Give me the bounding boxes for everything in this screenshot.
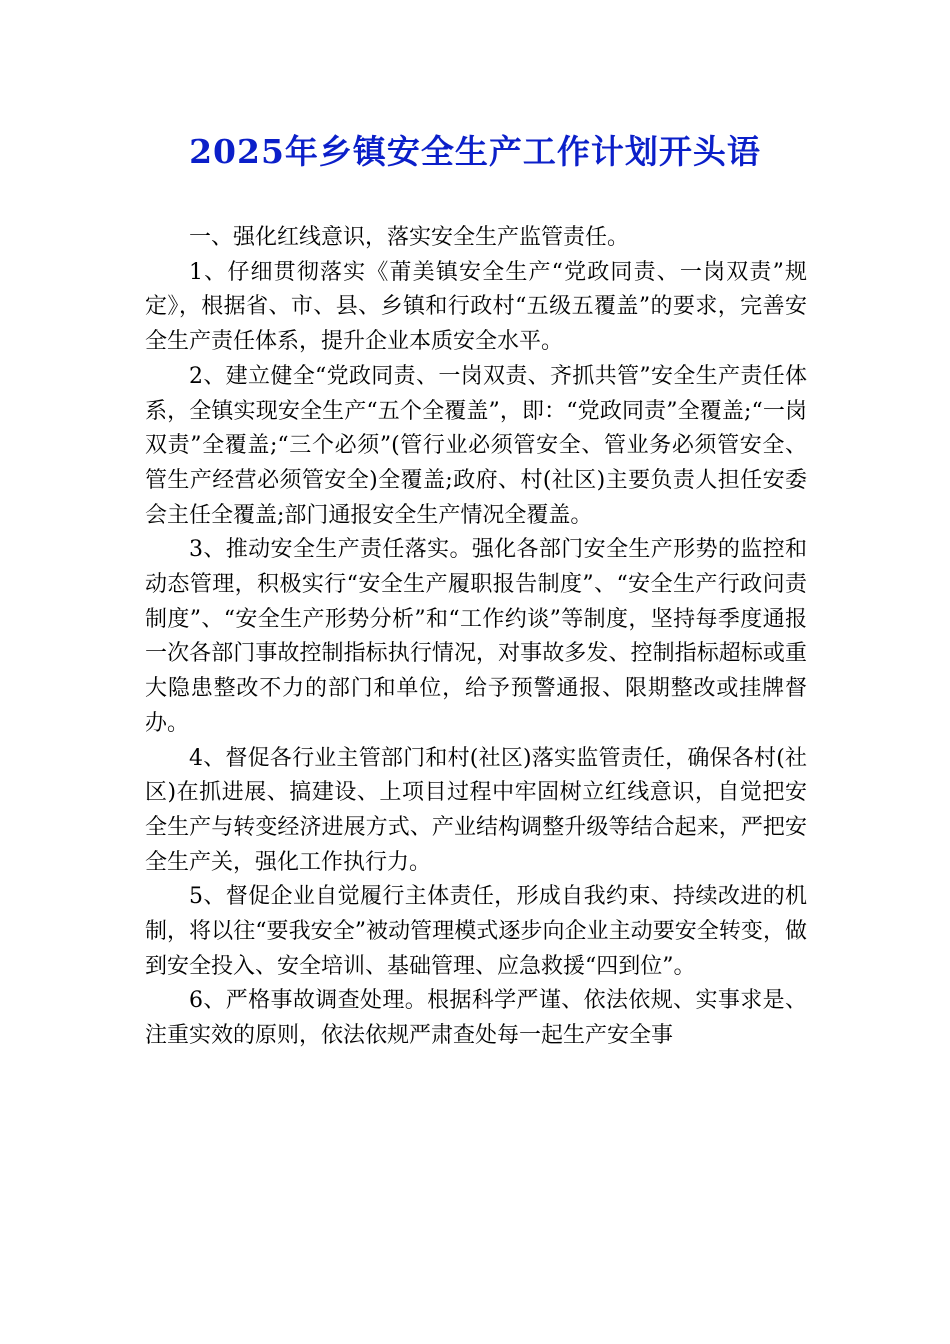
document-body	[145, 221, 807, 1054]
paragraph-item-4: 4、督促各行业主管部门和村(社区)落实监管责任，确保各村(社区)在抓进展、搞建设、上项目过程中牢固树立红线意识，自觉把安全生产与转变经济进展方式、产业结构调整升级等结合起来，严把安全生产关，强化工作执行力。	[145, 745, 807, 875]
document-title: 2025年乡镇安全生产工作计划开头语	[189, 132, 761, 171]
section-heading: 一、强化红线意识，落实安全生产监管责任。	[189, 225, 630, 250]
paragraph-item-1: 1、仔细贯彻落实《莆美镇安全生产“党政同责、一岗双责”规定》，根据省、市、县、乡镇和行政村“五级五覆盖”的要求，完善安全生产责任体系，提升企业本质安全水平。	[145, 259, 807, 355]
paragraph-item-3: 3、推动安全生产责任落实。强化各部门安全生产形势的监控和动态管理，积极实行“安全生产履职报告制度”、“安全生产行政问责制度”、“安全生产形势分析”和“工作约谈”等制度，坚持每季度通报一次各部门事故控制指标执行情况，对事故多发、控制指标超标或重大隐患整改不力的部门和单位，给予预警通报、限期整改或挂牌督办。	[145, 537, 807, 736]
paragraph-item-6: 6、严格事故调查处理。根据科学严谨、依法依规、实事求是、注重实效的原则，依法依规严肃查处每一起生产安全事	[145, 988, 807, 1049]
paragraph-item-2: 2、建立健全“党政同责、一岗双责、齐抓共管”安全生产责任体系，全镇实现安全生产“五个全覆盖”，即：“党政同责”全覆盖;“一岗双责”全覆盖;“三个必须”(管行业必须管安全、管业务必须管安全、管生产经营必须管安全)全覆盖;政府、村(社区)主要负责人担任安委会主任全覆盖;部门通报安全生产情况全覆盖。	[145, 363, 807, 528]
paragraph-item-5: 5、督促企业自觉履行主体责任，形成自我约束、持续改进的机制，将以往“要我安全”被动管理模式逐步向企业主动要安全转变，做到安全投入、安全培训、基础管理、应急救援“四到位”。	[145, 884, 807, 979]
